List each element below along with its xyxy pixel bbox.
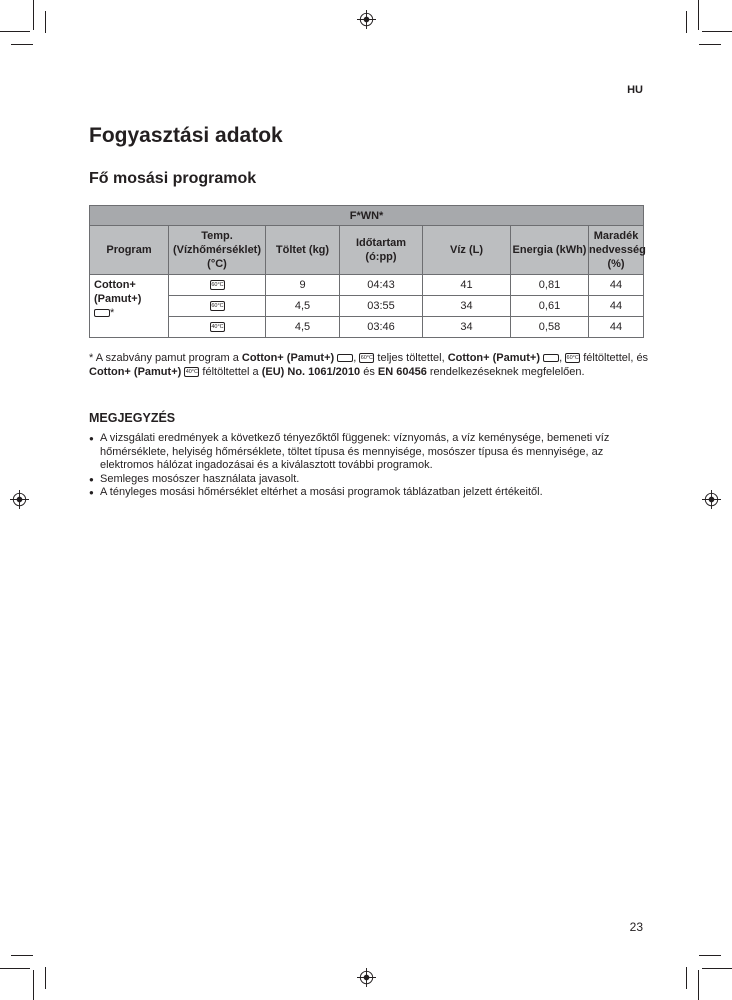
column-header-moisture: Maradék nedvesség (%) bbox=[589, 226, 644, 275]
footnote-text: és bbox=[360, 366, 378, 378]
table-row bbox=[90, 275, 644, 296]
load-cell: 9 bbox=[266, 275, 340, 296]
water-cell: 41 bbox=[423, 275, 511, 296]
time-cell: 03:46 bbox=[340, 317, 423, 338]
temperature-icon: 60°C bbox=[211, 303, 224, 310]
list-item: ● A tényleges mosási hőmérséklet eltérhet a mosási programok táblázatban jelzett értékeitől. bbox=[89, 486, 649, 500]
footnote-text: féltöltettel a bbox=[199, 366, 262, 378]
footnote-program: Cotton+ (Pamut+) bbox=[89, 366, 182, 378]
moisture-cell: 44 bbox=[589, 317, 644, 338]
footnote-text: , bbox=[559, 352, 566, 364]
footnote bbox=[89, 351, 649, 379]
program-suffix: * bbox=[110, 307, 115, 319]
program-name-line2: (Pamut+) bbox=[94, 293, 142, 305]
cotton-program-icon bbox=[94, 309, 110, 317]
cotton-program-icon bbox=[543, 354, 559, 362]
footnote-text: féltöltettel, és bbox=[580, 352, 649, 364]
page-number: 23 bbox=[629, 920, 643, 934]
column-header-time: Időtartam (ó:pp) bbox=[340, 226, 423, 275]
registration-mark-icon bbox=[10, 490, 29, 509]
cotton-program-icon bbox=[337, 354, 353, 362]
temp-cell bbox=[169, 275, 266, 296]
temperature-icon: 40°C bbox=[211, 324, 224, 331]
column-header-water: Víz (L) bbox=[423, 226, 511, 275]
load-cell: 4,5 bbox=[266, 296, 340, 317]
time-cell: 03:55 bbox=[340, 296, 423, 317]
footnote-program: Cotton+ (Pamut+) bbox=[447, 352, 540, 364]
column-header-program: Program bbox=[90, 226, 169, 275]
table-row bbox=[90, 296, 644, 317]
notes-heading: MEGJEGYZÉS bbox=[89, 411, 176, 425]
moisture-cell: 44 bbox=[589, 296, 644, 317]
registration-mark-icon bbox=[357, 968, 376, 987]
energy-cell: 0,58 bbox=[511, 317, 589, 338]
program-name-line1: Cotton+ bbox=[94, 279, 136, 291]
temperature-icon: 60°C bbox=[211, 282, 224, 289]
temperature-icon: 60°C bbox=[566, 355, 579, 362]
moisture-cell: 44 bbox=[589, 275, 644, 296]
footnote-text: teljes töltettel, bbox=[374, 352, 448, 364]
column-header-energy: Energia (kWh) bbox=[511, 226, 589, 275]
water-cell: 34 bbox=[423, 296, 511, 317]
registration-mark-icon bbox=[357, 10, 376, 29]
model-header: F*WN* bbox=[90, 206, 644, 226]
temperature-icon: 60°C bbox=[360, 355, 373, 362]
notes-list bbox=[89, 432, 649, 500]
footnote-regulation: (EU) No. 1061/2010 bbox=[261, 366, 361, 378]
column-header-load: Töltet (kg) bbox=[266, 226, 340, 275]
footnote-program: Cotton+ (Pamut+) bbox=[241, 352, 335, 364]
list-item: ● A vizsgálati eredmények a következő tényezőktől függenek: víznyomás, a víz keménysége, bemeneti víz hőmérséklete, helyiség hőmérséklete, töltet típusa és mennyisége, mosószer típusa és mennyisége, az elektromos hálózat ingadozásai és a kiválasztott további programok. bbox=[89, 432, 649, 473]
temp-cell bbox=[169, 317, 266, 338]
water-cell: 34 bbox=[423, 317, 511, 338]
consumption-table bbox=[89, 205, 644, 338]
table-row bbox=[90, 317, 644, 338]
footnote-text: * A szabvány pamut program a bbox=[89, 352, 242, 364]
time-cell: 04:43 bbox=[340, 275, 423, 296]
load-cell: 4,5 bbox=[266, 317, 340, 338]
energy-cell: 0,61 bbox=[511, 296, 589, 317]
language-tag: HU bbox=[627, 84, 643, 96]
program-cell bbox=[90, 275, 169, 338]
page-title: Fogyasztási adatok bbox=[89, 124, 283, 147]
footnote-text: rendelkezéseknek megfelelően. bbox=[426, 366, 585, 378]
column-header-temp: Temp. (Vízhőmérséklet) (°C) bbox=[169, 226, 266, 275]
footnote-standard: EN 60456 bbox=[377, 366, 427, 378]
temp-cell bbox=[169, 296, 266, 317]
energy-cell: 0,81 bbox=[511, 275, 589, 296]
temperature-icon: 40°C bbox=[185, 369, 198, 376]
list-item: ● Semleges mosószer használata javasolt. bbox=[89, 473, 649, 487]
footnote-text: , bbox=[353, 352, 360, 364]
section-title: Fő mosási programok bbox=[89, 170, 257, 187]
registration-mark-icon bbox=[702, 490, 721, 509]
